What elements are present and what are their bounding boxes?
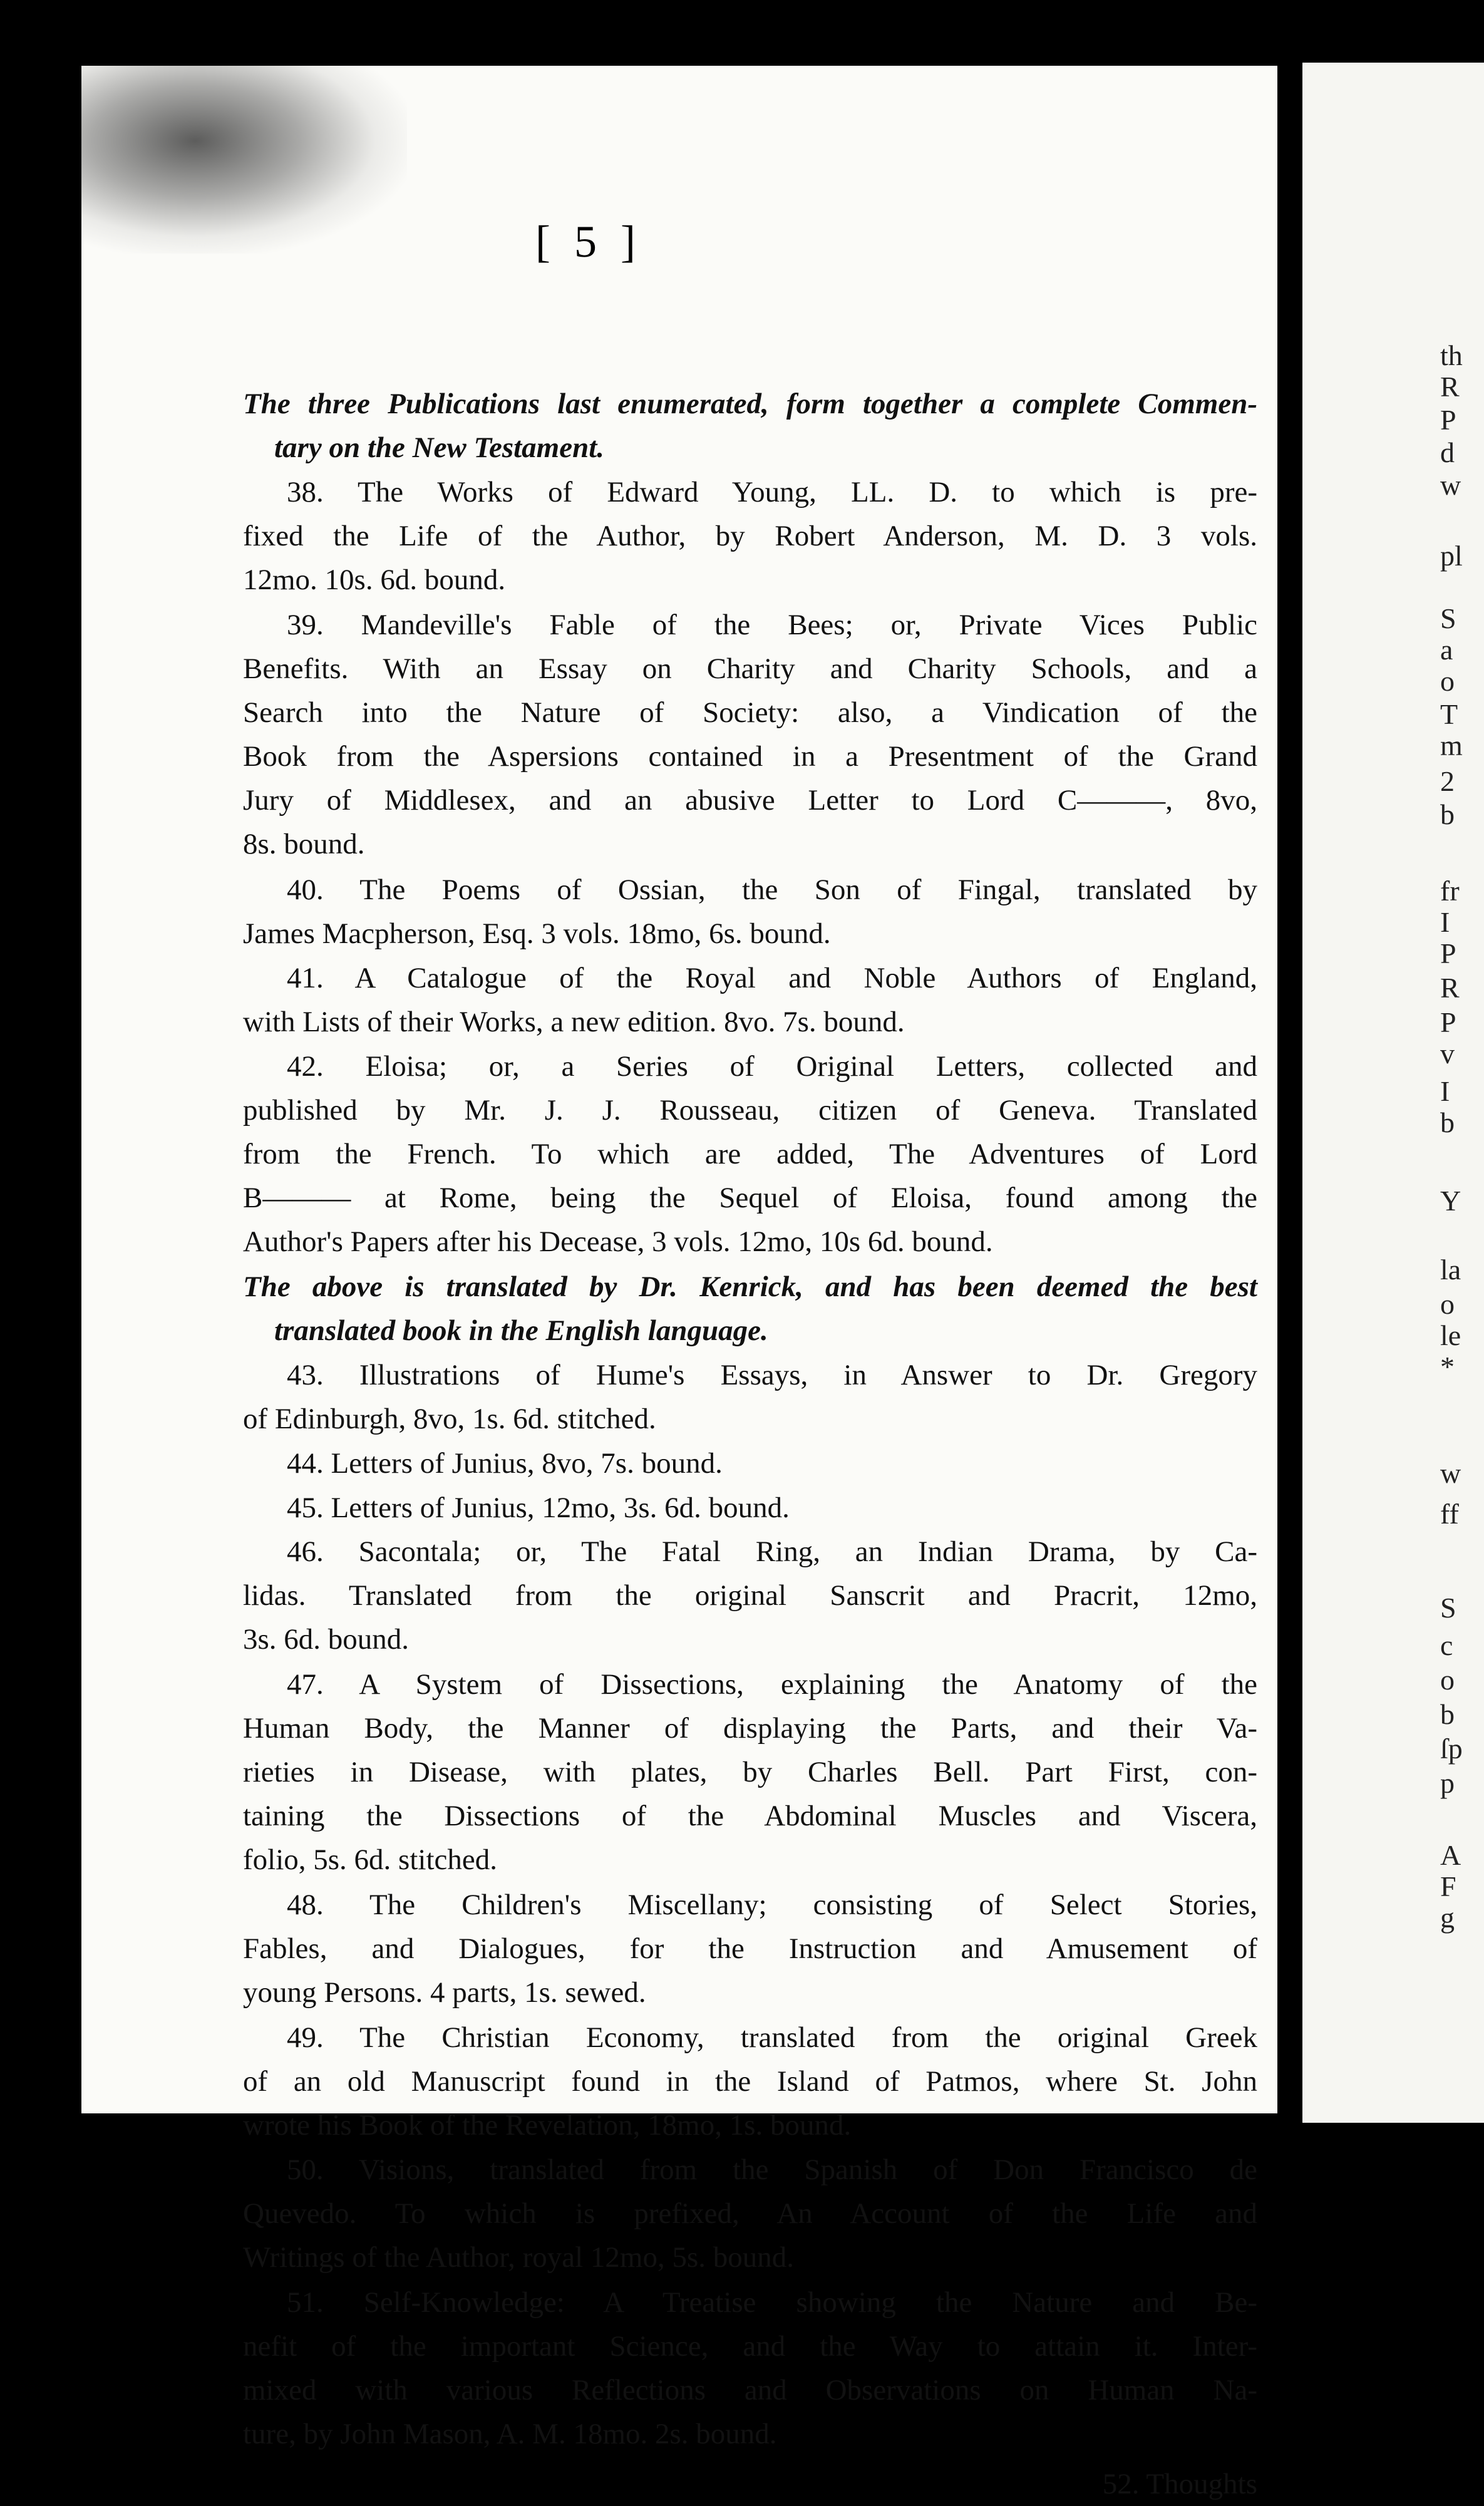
facing-page-fragment: p xyxy=(1440,1767,1455,1799)
text-line: 3s. 6d. bound. xyxy=(243,1623,410,1656)
facing-page-fragment: 2 xyxy=(1440,765,1455,797)
text-line: The three Publications last enumerated, form together a complete Commen- xyxy=(243,388,1257,420)
text-line: Benefits. With an Essay on Charity and Charity Schools, and a xyxy=(243,652,1257,685)
facing-page-fragment: g xyxy=(1440,1902,1455,1934)
text-line: Book from the Aspersions contained in a Presentment of the Grand xyxy=(243,740,1257,773)
text-line: James Macpherson, Esq. 3 vols. 18mo, 6s. bound. xyxy=(243,917,831,950)
catalogue-entry xyxy=(243,1663,1257,1882)
facing-page-fragment: R xyxy=(1440,371,1460,403)
catalogue-entry xyxy=(243,868,1257,956)
text-line: wrote his Book of the Revelation, 18mo, 1s. bound. xyxy=(243,2108,852,2142)
text-line: 46. Sacontala; or, The Fatal Ring, an Indian Drama, by Ca- xyxy=(287,1535,1257,1568)
text-line: of Edinburgh, 8vo, 1s. 6d. stitched. xyxy=(243,1403,656,1435)
facing-page-fragment: * xyxy=(1440,1351,1455,1383)
catalogue-entry xyxy=(243,2016,1257,2147)
facing-page-fragment: A xyxy=(1440,1839,1461,1871)
facing-page-fragment: d xyxy=(1440,436,1455,468)
book-page xyxy=(81,66,1277,2500)
catalogue-entry xyxy=(243,2281,1257,2456)
catalogue-entry xyxy=(243,2148,1257,2279)
facing-page-fragment: T xyxy=(1440,698,1458,730)
facing-page-fragment: c xyxy=(1440,1629,1453,1661)
text-line: nefit of the important Science, and the Way to attain it. Inter- xyxy=(243,2329,1257,2363)
text-line: of an old Manuscript found in the Island of Patmos, where St. John xyxy=(243,2065,1257,2098)
facing-page-fragment: le xyxy=(1440,1319,1461,1351)
facing-page-fragment: o xyxy=(1440,1288,1455,1320)
facing-page-fragment: b xyxy=(1440,1698,1455,1730)
catalogue-entry xyxy=(243,1486,1257,1530)
text-line: fixed the Life of the Author, by Robert Anderson, M. D. 3 vols. xyxy=(243,520,1257,552)
text-line: 45. Letters of Junius, 12mo, 3s. 6d. bound. xyxy=(287,1491,790,1524)
facing-page-fragment: a xyxy=(1440,634,1453,666)
facing-page-fragment: w xyxy=(1440,469,1461,501)
text-line: Author's Papers after his Decease, 3 vols. 12mo, 10s 6d. bound. xyxy=(243,1225,993,1258)
text-line: 41. A Catalogue of the Royal and Noble Authors of England, xyxy=(287,961,1257,994)
facing-page-fragment: ſp xyxy=(1440,1733,1463,1765)
ink-smudge xyxy=(81,66,407,254)
facing-page-fragment: b xyxy=(1440,1106,1455,1138)
facing-page-fragment: P xyxy=(1440,937,1456,969)
catalogue-entry xyxy=(243,1044,1257,1264)
text-line: 42. Eloisa; or, a Series of Original Letters, collected and xyxy=(287,1049,1257,1083)
catalogue-entry xyxy=(243,1883,1257,2014)
catalogue-entry xyxy=(243,1441,1257,1485)
facing-page-fragment: v xyxy=(1440,1038,1455,1070)
facing-page-fragment: R xyxy=(1440,972,1460,1004)
facing-page-fragment: m xyxy=(1440,730,1463,761)
facing-page-fragment: P xyxy=(1440,404,1456,436)
catalogue-entry xyxy=(243,470,1257,602)
editorial-note xyxy=(243,1265,1257,1353)
text-line: B——— at Rome, being the Sequel of Eloisa, found among the xyxy=(243,1181,1257,1214)
text-line: 8s. bound. xyxy=(243,827,365,860)
text-line: Fables, and Dialogues, for the Instruction and Amusement of xyxy=(243,1932,1257,1965)
text-line: 38. The Works of Edward Young, LL. D. to which is pre- xyxy=(287,476,1257,508)
facing-page-fragment: la xyxy=(1440,1254,1461,1286)
text-line: 47. A System of Dissections, explaining the Anatomy of the xyxy=(287,1668,1257,1701)
text-line: 44. Letters of Junius, 8vo, 7s. bound. xyxy=(287,1447,723,1480)
facing-page-fragment: Y xyxy=(1440,1185,1461,1217)
text-line: Jury of Middlesex, and an abusive Letter to Lord C———, 8vo, xyxy=(243,783,1257,817)
text-line: 49. The Christian Economy, translated from the original Greek xyxy=(287,2021,1257,2054)
page-number: [ 5 ] xyxy=(535,217,642,267)
catalogue-entry xyxy=(243,956,1257,1044)
text-line: rieties in Disease, with plates, by Charles Bell. Part First, con- xyxy=(243,1755,1257,1788)
editorial-note xyxy=(243,382,1257,470)
facing-page-fragment: b xyxy=(1440,798,1455,830)
text-line: with Lists of their Works, a new edition. 8vo. 7s. bound. xyxy=(243,1005,905,1038)
text-line: translated book in the English language. xyxy=(274,1314,768,1347)
facing-page-fragment: S xyxy=(1440,602,1456,634)
text-line: 12mo. 10s. 6d. bound. xyxy=(243,564,506,596)
facing-page-fragment: P xyxy=(1440,1006,1456,1038)
facing-page-fragment: ff xyxy=(1440,1498,1459,1530)
text-line: published by Mr. J. J. Rousseau, citizen of Geneva. Translated xyxy=(243,1093,1257,1127)
text-line: lidas. Translated from the original Sanscrit and Pracrit, 12mo, xyxy=(243,1579,1257,1612)
text-line: The above is translated by Dr. Kenrick, and has been deemed the best xyxy=(243,1271,1257,1303)
text-line: Search into the Nature of Society: also, a Vindication of the xyxy=(243,696,1257,729)
facing-page-fragment: o xyxy=(1440,665,1455,697)
text-line: 48. The Children's Miscellany; consisting of Select Stories, xyxy=(287,1889,1257,1921)
facing-page-fragment: w xyxy=(1440,1457,1461,1489)
text-line: Quevedo. To which is prefixed, An Account of the Life and xyxy=(243,2197,1257,2230)
catalogue-entry xyxy=(243,603,1257,866)
text-line: young Persons. 4 parts, 1s. sewed. xyxy=(243,1976,646,2009)
facing-page-fragment: pl xyxy=(1440,540,1463,572)
text-line: 50. Visions, translated from the Spanish of Don Francisco de xyxy=(287,2153,1257,2186)
text-line: folio, 5s. 6d. stitched. xyxy=(243,1843,497,1876)
text-line: 39. Mandeville's Fable of the Bees; or, Private Vices Public xyxy=(287,608,1257,641)
text-line: tary on the New Testament. xyxy=(274,431,605,464)
text-line: 51. Self-Knowledge: A Treatise showing the Nature and Be- xyxy=(287,2286,1257,2319)
facing-page-fragment: I xyxy=(1440,1075,1450,1107)
facing-page-fragment: o xyxy=(1440,1664,1455,1696)
text-line: ture, by John Mason, A. M. 18mo. 2s. bound. xyxy=(243,2417,777,2450)
catchword: 52. Thoughts xyxy=(1102,2467,1257,2500)
text-line: taining the Dissections of the Abdominal Muscles and Viscera, xyxy=(243,1799,1257,1832)
facing-page-fragment: fr xyxy=(1440,875,1460,907)
facing-page-fragment: th xyxy=(1440,339,1463,371)
text-line: Writings of the Author, royal 12mo, 5s. bound. xyxy=(243,2241,795,2274)
facing-page-fragment: S xyxy=(1440,1592,1456,1624)
text-line: 40. The Poems of Ossian, the Son of Fingal, translated by xyxy=(287,873,1257,906)
text-line: Human Body, the Manner of displaying the Parts, and their Va- xyxy=(243,1711,1257,1745)
facing-page-fragment: F xyxy=(1440,1870,1456,1902)
catalogue-entry xyxy=(243,1530,1257,1661)
facing-page-fragment: I xyxy=(1440,906,1450,938)
text-line: from the French. To which are added, The Adventures of Lord xyxy=(243,1137,1257,1170)
catalogue-entry xyxy=(243,1353,1257,1441)
text-line: 43. Illustrations of Hume's Essays, in Answer to Dr. Gregory xyxy=(287,1359,1257,1391)
text-line: mixed with various Reflections and Observations on Human Na- xyxy=(243,2373,1257,2406)
